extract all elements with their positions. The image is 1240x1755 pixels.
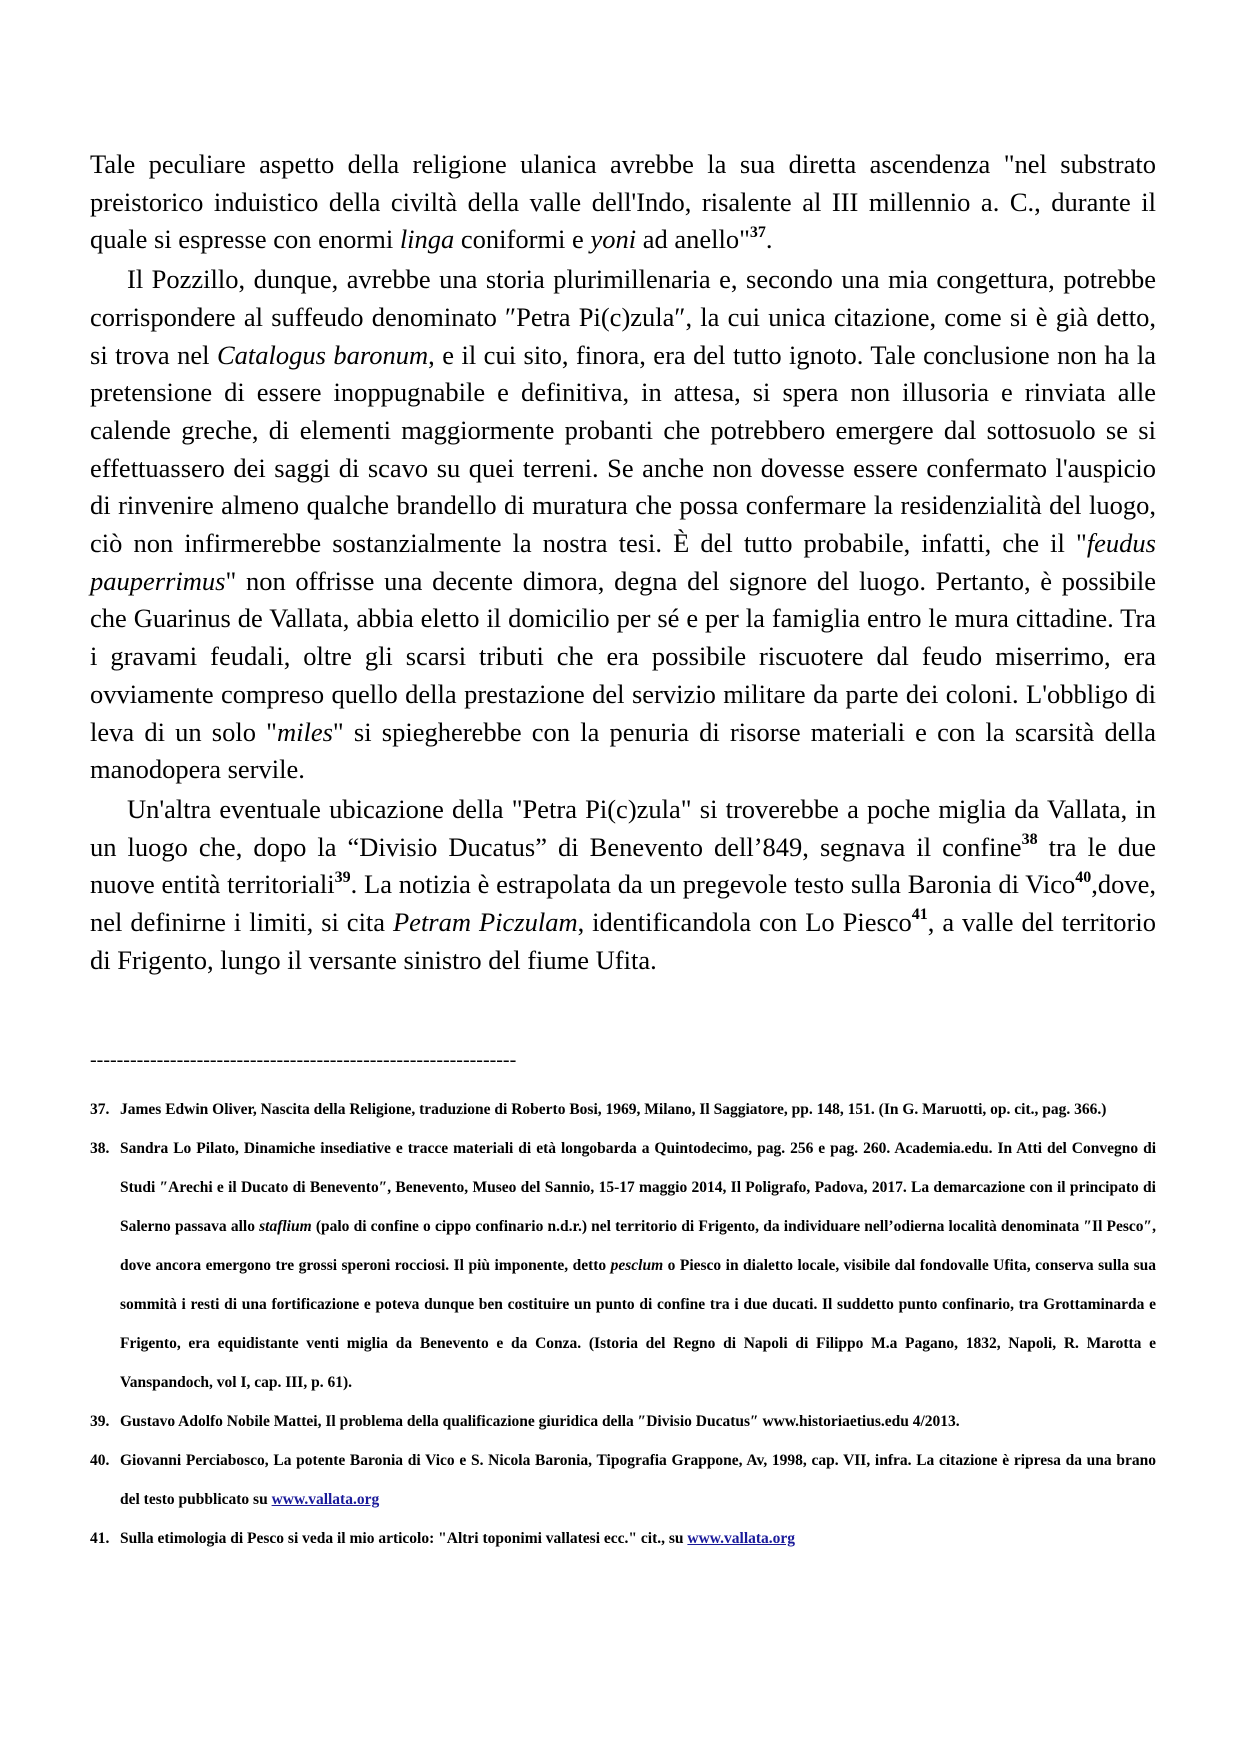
footnote-text: Sandra Lo Pilato, Dinamiche insediative e tracce materiali di età longobarda a Quintodecimo, pag. 256 e pag. 260. Academia.edu. In Atti del Convegno di Studi ″Arechi e il Ducato di Benevento″, Benevento, Museo del Sannio, 15-17 maggio 2014, Il Poligrafo, Padova, 2017. La demarcazione con il principato di Salerno passava allo staflium (palo di confine o cippo confinario n.d.r.) nel territorio di Frigento, da individuare nell’odierna località denominata ″Il Pesco″, dove ancora emergono tre grossi speroni rocciosi. Il più imponente, detto pesclum o Piesco in dialetto locale, visibile dal fondovalle Ufita, conserva sulla sua sommità i resti di una fortificazione e poteva dunque ben costituire un punto di confine tra i due ducati. Il suddetto punto confinario, tra Grottaminarda e Frigento, era equidistante venti miglia da Benevento e da Conza. (Istoria del Regno di Napoli di Filippo M.a Pagano, 1832, Napoli, R. Marotta e Vanspandoch, vol I, cap. III, p. 61). xyxy=(120,1140,1156,1391)
vallata-link[interactable]: www.vallata.org xyxy=(271,1491,380,1508)
footnotes xyxy=(90,1090,1156,1558)
footnote-ref-41[interactable]: 41 xyxy=(911,906,928,924)
emphasis-staflium: staflium xyxy=(259,1218,312,1235)
body-text xyxy=(90,146,1156,979)
emphasis-yoni: yoni xyxy=(590,224,637,255)
paragraph-2: Il Pozzillo, dunque, avrebbe una storia plurimillenaria e, secondo una mia congettura, potrebbe corrispondere al suffeudo denominato ″Petra Pi(c)zula″, la cui unica citazione, come si è già detto, si trova nel Catalogus baronum, e il cui sito, finora, era del tutto ignoto. Tale conclusione non ha la pretensione di essere inoppugnabile e definitiva, in attesa, si spera non illusoria e rinviata alle calende greche, di elementi maggiormente probanti che potrebbero emergere dal sottosuolo se si effettuassero dei saggi di scavo su quei terreni. Se anche non dovesse essere confermato l'auspicio di rinvenire almeno qualche brandello di muratura che possa confermare la residenzialità del luogo, ciò non infirmerebbe sostanzialmente la nostra tesi. È del tutto probabile, infatti, che il "feudus pauperrimus" non offrisse una decente dimora, degna del signore del luogo. Pertanto, è possibile che Guarinus de Vallata, abbia eletto il domicilio per sé e per la famiglia entro le mura cittadine. Tra i gravami feudali, oltre gli scarsi tributi che era possibile riscuotere dal feudo miserrimo, era ovviamente compreso quello della prestazione del servizio militare da parte dei coloni. L'obbligo di leva di un solo "miles" si spiegherebbe con la penuria di risorse materiali e con la scarsità della manodopera servile. xyxy=(90,264,1157,785)
footnote-37 xyxy=(90,1090,1156,1129)
emphasis-petram-piczulam: Petram Piczulam xyxy=(393,907,578,938)
footnote-number: 38. xyxy=(90,1140,110,1157)
footnote-38 xyxy=(90,1129,1156,1402)
footnote-41 xyxy=(90,1519,1156,1558)
footnote-39 xyxy=(90,1402,1156,1441)
footnote-number: 39. xyxy=(90,1413,110,1430)
footnote-text: Giovanni Perciabosco, La potente Baronia di Vico e S. Nicola Baronia, Tipografia Grappone, Av, 1998, cap. VII, infra. La citazione è ripresa da una brano del testo pubblicato su www.vallata.org xyxy=(120,1452,1156,1508)
emphasis-miles: miles xyxy=(276,716,333,747)
footnote-number: 37. xyxy=(90,1101,110,1118)
footnote-ref-39[interactable]: 39 xyxy=(334,868,351,886)
emphasis-linga: linga xyxy=(399,224,455,255)
footnote-separator: ---------------------------------------------------------------- xyxy=(90,1049,517,1071)
paragraph-1: Tale peculiare aspetto della religione ulanica avrebbe la sua diretta ascendenza "nel substrato preistorico induistico della civiltà della valle dell'Indo, risalente al III millennio a. C., durante il quale si espresse con enormi linga coniformi e yoni ad anello"$^{37}$. xyxy=(90,149,1156,255)
footnote-ref-40[interactable]: 40 xyxy=(1075,868,1092,886)
emphasis-catalogus-baronum: Catalogus baronum xyxy=(216,339,429,370)
footnote-ref-37[interactable]: 37 xyxy=(749,223,766,241)
footnote-40 xyxy=(90,1441,1156,1519)
emphasis-feudus-pauperrimus: feudus pauperrimus xyxy=(90,528,1156,596)
footnote-number: 40. xyxy=(90,1452,110,1469)
footnote-number: 41. xyxy=(90,1530,110,1547)
footnote-text: Sulla etimologia di Pesco si veda il mio articolo: "Altri toponimi vallatesi ecc." cit., su www.vallata.org xyxy=(120,1530,796,1547)
footnote-ref-38[interactable]: 38 xyxy=(1021,830,1038,848)
emphasis-pesclum: pesclum xyxy=(610,1257,664,1274)
footnote-text: James Edwin Oliver, Nascita della Religione, traduzione di Roberto Bosi, 1969, Milano, Il Saggiatore, pp. 148, 151. (In G. Maruotti, op. cit., pag. 366.) xyxy=(120,1101,1107,1118)
paragraph-3: Un'altra eventuale ubicazione della "Petra Pi(c)zula" si troverebbe a poche miglia da Vallata, in un luogo che, dopo la “Divisio Ducatus” di Benevento dell’849, segnava il confine$^{38}$ tra le due nuove entità territoriali$^{39}$. La notizia è estrapolata da un pregevole testo sulla Baronia di Vico$^{40}$,dove, nel definirne i limiti, si cita Petram Piczulam, identificandola con Lo Piesco$^{41}$, a valle del territorio di Frigento, lungo il versante sinistro del fiume Ufita. xyxy=(90,793,1156,975)
footnote-text: Gustavo Adolfo Nobile Mattei, Il problema della qualificazione giuridica della ″Divisio Ducatus″ www.historiaetius.edu 4/2013. xyxy=(120,1413,960,1430)
vallata-link[interactable]: www.vallata.org xyxy=(687,1530,796,1547)
